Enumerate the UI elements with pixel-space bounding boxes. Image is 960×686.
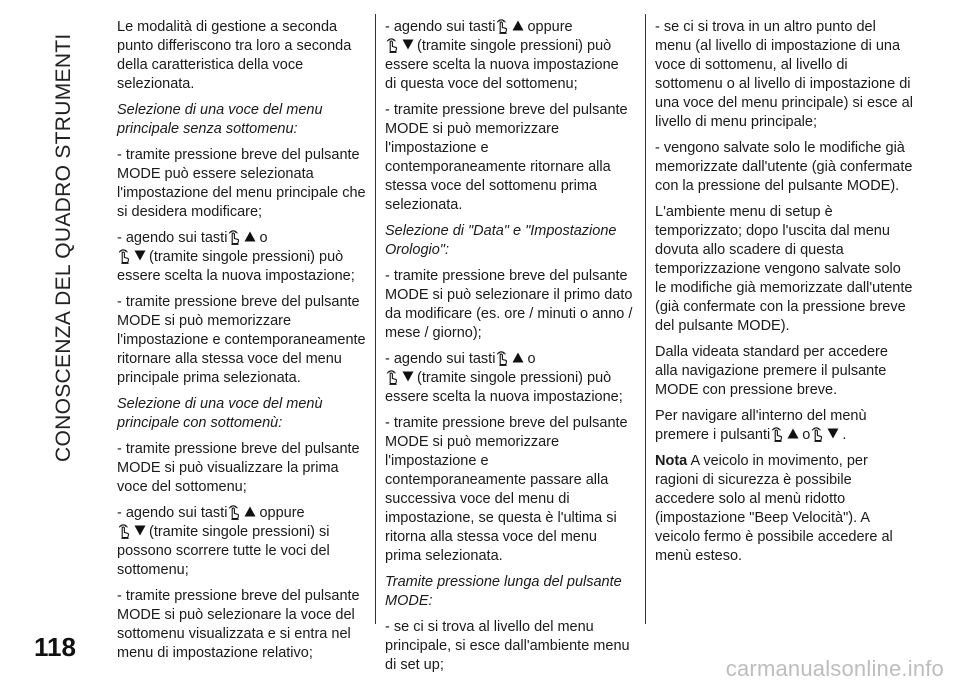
button-press-icon	[118, 248, 130, 264]
button-press-icon	[496, 18, 508, 34]
triangle-down-icon	[134, 525, 146, 536]
paragraph: - tramite pressione breve del pulsante MODE si può memorizzare l'impostazione e contemporaneamente ritornare alla stessa voce del sottomenu prima selezionata.	[385, 102, 628, 213]
text: (tramite singole pressioni) può essere scelta la nuova impostazione;	[117, 249, 355, 284]
button-press-icon	[228, 229, 240, 245]
note-text: A veicolo in movimento, per ragioni di sicurezza è possibile accedere solo al menù ridotto (impostazione "Beep Velocità"). A veicolo fermo è possibile accedere al menù esteso.	[655, 453, 893, 564]
text: (tramite singole pressioni) può essere scelta la nuova impostazione;	[385, 370, 623, 405]
paragraph: - tramite pressione breve del pulsante MODE si può selezionare il primo dato da modificare (es. ore / minuti o anno / mese / giorno);	[385, 268, 633, 341]
button-press-icon	[386, 369, 398, 385]
button-press-icon	[771, 426, 783, 442]
paragraph: - tramite pressione breve del pulsante MODE si può memorizzare l'impostazione e contemporaneamente passare alla successiva voce del menu di impostazione, se questa è l'ultima si ritorna alla stessa voce del menu prima selezionata.	[385, 415, 628, 564]
paragraph: Dalla videata standard per accedere alla navigazione premere il pulsante MODE con pressione breve.	[655, 344, 888, 398]
text-column-1	[117, 18, 367, 670]
paragraph	[655, 407, 913, 445]
button-press-icon	[118, 523, 130, 539]
paragraph: Le modalità di gestione a seconda punto differiscono tra loro a seconda della caratteristica della voce selezionata.	[117, 19, 352, 92]
text: Per navigare all'interno del menù premere i pulsanti	[655, 408, 867, 443]
subheading: Selezione di una voce del menu principale senza sottomenu:	[117, 102, 323, 137]
paragraph	[117, 504, 367, 580]
paragraph: - tramite pressione breve del pulsante MODE si può selezionare la voce del sottomenu visualizzata e si entra nel menu di impostazione relativo;	[117, 588, 360, 661]
note-paragraph	[655, 452, 913, 566]
triangle-up-icon	[512, 352, 524, 363]
text: o	[802, 427, 811, 443]
text: - agendo sui tasti	[385, 19, 496, 35]
text: o	[527, 351, 536, 367]
button-press-icon	[228, 504, 240, 520]
column-divider	[375, 14, 376, 624]
triangle-up-icon	[512, 20, 524, 31]
button-press-icon	[811, 426, 823, 442]
triangle-down-icon	[827, 428, 839, 439]
text: (tramite singole pressioni) si possono scorrere tutte le voci del sottomenu;	[117, 524, 330, 578]
text: oppure	[527, 19, 573, 35]
triangle-down-icon	[402, 39, 414, 50]
button-press-icon	[386, 37, 398, 53]
paragraph	[385, 350, 633, 407]
paragraph: - se ci si trova in un altro punto del menu (al livello di impostazione di una voce di sottomenu, al livello di sottomenu o al livello di impostazione di una voce del menu principale) si esce al livello di menu principale;	[655, 19, 913, 130]
text: .	[842, 427, 847, 443]
paragraph	[385, 18, 633, 94]
subheading: Selezione di una voce del menù principale con sottomenù:	[117, 396, 323, 431]
triangle-up-icon	[787, 428, 799, 439]
triangle-down-icon	[134, 250, 146, 261]
text: o	[259, 230, 268, 246]
section-title: CONOSCENZA DEL QUADRO STRUMENTI	[52, 33, 75, 462]
text: - agendo sui tasti	[385, 351, 496, 367]
text-column-2	[385, 18, 633, 682]
paragraph: - se ci si trova al livello del menu principale, si esce dall'ambiente menu di set up;	[385, 619, 630, 673]
subheading: Selezione di "Data" e "Impostazione Orologio":	[385, 223, 617, 258]
page-number: 118	[34, 632, 76, 662]
paragraph	[117, 229, 367, 286]
button-press-icon	[496, 350, 508, 366]
note-label: Nota	[655, 453, 688, 469]
paragraph: L'ambiente menu di setup è temporizzato; dopo l'uscita dal menu dovuta allo scadere di questa temporizzazione vengono salvate solo le modifiche già memorizzate dall'utente (già confermate con la pressione breve del pulsante MODE).	[655, 204, 913, 334]
watermark: carmanualsonline.info	[725, 656, 944, 681]
paragraph: - tramite pressione breve del pulsante MODE può essere selezionata l'impostazione del menu principale che si desidera modificare;	[117, 147, 366, 220]
paragraph: - vengono salvate solo le modifiche già memorizzate dall'utente (già confermate con la pressione del pulsante MODE).	[655, 140, 913, 194]
text-column-3	[655, 18, 913, 573]
triangle-up-icon	[244, 231, 256, 242]
text: - agendo sui tasti	[117, 505, 228, 521]
column-divider	[645, 14, 646, 624]
paragraph: - tramite pressione breve del pulsante MODE si può memorizzare l'impostazione e contemporaneamente ritornare alla stessa voce del menu principale prima selezionata.	[117, 294, 366, 386]
triangle-up-icon	[244, 506, 256, 517]
text: (tramite singole pressioni) può essere scelta la nuova impostazione di questa voce del sottomenu;	[385, 38, 619, 92]
paragraph: - tramite pressione breve del pulsante MODE si può visualizzare la prima voce del sottomenu;	[117, 441, 360, 495]
subheading: Tramite pressione lunga del pulsante MODE:	[385, 574, 622, 609]
text: - agendo sui tasti	[117, 230, 228, 246]
triangle-down-icon	[402, 371, 414, 382]
text: oppure	[259, 505, 305, 521]
